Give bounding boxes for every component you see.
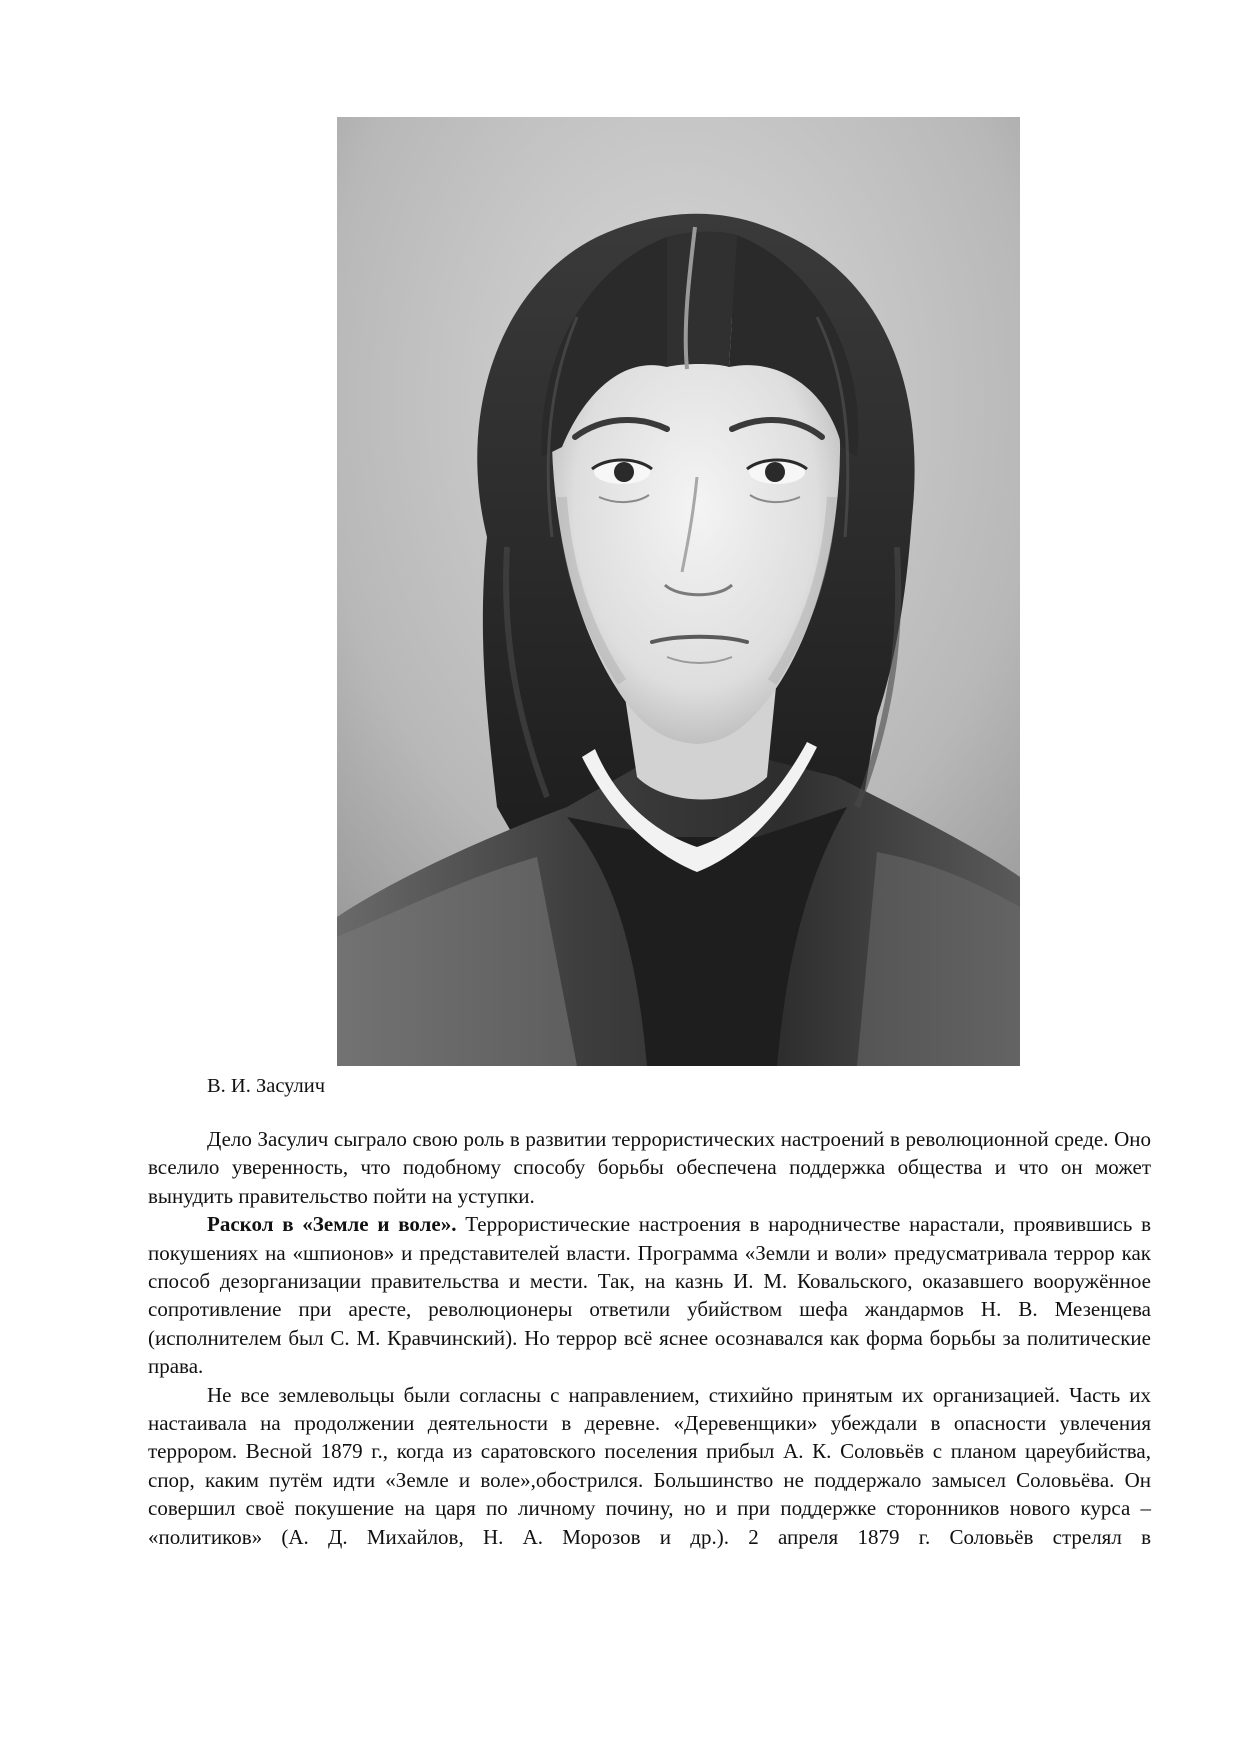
body-text — [148, 1125, 1151, 1551]
paragraph-2-text: Террористические настроения в народничестве нарастали, проявившись в покушениях на «шпионов» и представителей власти. Программа «Земли и воли» предусматривала террор как способ дезорганизации правительства и мести. Так, на казнь И. М. Ковальского, оказавшего вооружённое сопротивление при аресте, революционеры ответили убийством шефа жандармов Н. В. Мезенцева (исполнителем был С. М. Кравчинский). Но террор всё яснее осознавался как форма борьбы за политические права. — [148, 1212, 1151, 1379]
paragraph-3 — [148, 1381, 1151, 1551]
paragraph-1-text: Дело Засулич сыграло свою роль в развитии террористических настроений в революционной среде. Оно вселило уверенность, что подобному способу борьбы обеспечена поддержка общества и что он может вынудить правительство пойти на уступки. — [148, 1127, 1151, 1208]
photo-caption: В. И. Засулич — [207, 1075, 326, 1097]
paragraph-3-text: Не все землевольцы были согласны с направлением, стихийно принятым их организацией. Часть их настаивала на продолжении деятельности в деревне. «Деревенщики» убеждали в опасности увлечения террором. Весной 1879 г., когда из саратовского поселения прибыл А. К. Соловьёв с планом цареубийства, спор, каким путём идти «Земле и воле»,обострился. Большинство не поддержало замысел Соловьёва. Он совершил своё покушение на царя по личному почину, но и при поддержке сторонников нового курса – «политиков» (А. Д. Михайлов, Н. А. Морозов и др.). 2 апреля 1879 г. Соловьёв стрелял в — [148, 1382, 1151, 1549]
paragraph-2 — [148, 1210, 1151, 1380]
portrait-photo — [337, 117, 1020, 1066]
paragraph-1 — [148, 1125, 1151, 1210]
portrait-photo-illustration — [337, 117, 1020, 1066]
section-heading-raskol: Раскол в «Земле и воле». — [207, 1212, 457, 1237]
